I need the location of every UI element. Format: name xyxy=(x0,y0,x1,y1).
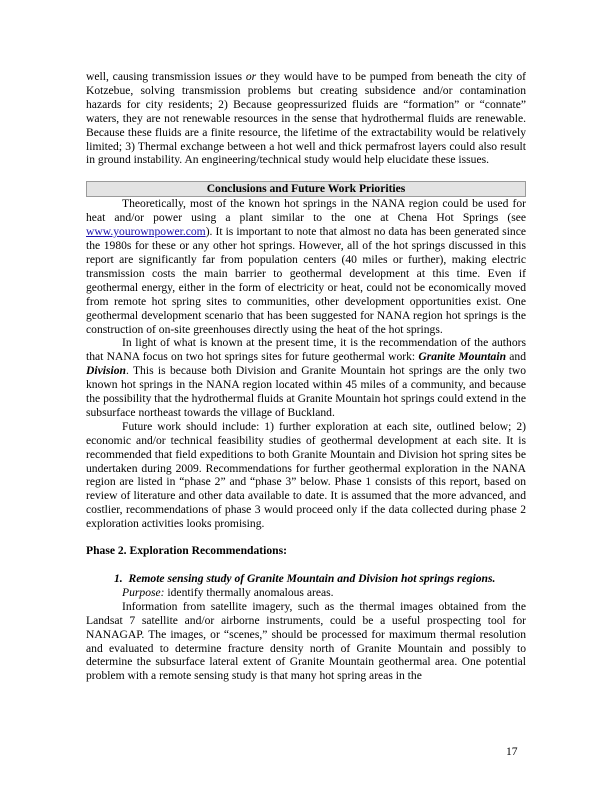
intro-paragraph xyxy=(86,70,526,167)
conclusions-p2-text-3: . This is because both Division and Granite Mountain hot springs are the only two known hot springs in the NANA region located within 45 miles of a community, and because the possibility that the hydrothermal fluids at Granite Mountain hot springs could extend in the subsurface northeast towards the village of Buckland. xyxy=(86,364,526,419)
intro-emphasis: or xyxy=(245,70,257,83)
conclusions-paragraph-3: Future work should include: 1) further exploration at each site, outlined below; 2) economic and/or technical feasibility studies of geothermal development at each site. It is recommended that field expeditions to both Granite Mountain and Division hot spring sites be undertaken during 2009. Recommendations for further geothermal exploration in the NANA region are listed in “phase 2” and “phase 3” below. Phase 1 consists of this report, based on review of literature and other data available to date. It is assumed that the more advanced, and costlier, recommendations of phase 3 would proceed only if the data collected during phase 2 exploration activities looks promising. xyxy=(86,419,526,531)
conclusions-p2-text-1: In light of what is known at the present time, it is the recommendation of the authors that NANA focus on two hot springs sites for future geothermal work: xyxy=(86,336,526,364)
conclusions-p1-text-1: Theoretically, most of the known hot springs in the NANA region could be used for heat and/or power using a plant similar to the one at Chena Hot Springs (see xyxy=(86,197,526,225)
page-number: 17 xyxy=(506,745,518,758)
conclusions-p1-text-2: ). It is important to note that almost no data has been generated since the 1980s for these or any other hot springs. However, all of the hot springs discussed in this report are significantly far from population centers (40 miles or further), making electric transmission costs the main barrier to geothermal development at this time. Even if geothermal energy, either in the form of electricity or heat, could not be economically moved from remote hot spring sites to communities, other development opportunities exist. One geothermal development scenario that has been suggested for NANA region hot springs is the construction of on-site greenhouses directly using the heat of the hot springs. xyxy=(86,225,526,336)
item1-purpose xyxy=(86,586,526,600)
item1-purpose-label: Purpose: xyxy=(122,585,165,599)
conclusions-paragraph-2 xyxy=(86,336,526,419)
item1-title: Remote sensing study of Granite Mountain and Division hot springs regions. xyxy=(128,572,496,585)
conclusions-p2-text-2: and xyxy=(506,350,526,364)
conclusions-paragraph-1 xyxy=(86,197,526,336)
website-link[interactable]: www.yourownpower.com xyxy=(86,225,206,239)
item1-number: 1. xyxy=(114,572,123,585)
intro-text-2: they would have to be pumped from beneath the city of Kotzebue, solving transmission problems but creating subsidence and/or contamination hazards for city residents; 2) Because geopressurized fluids are “formation” or “connate” waters, they are not renewable resources in the sense that hydrothermal fluids are renewable. Because these fluids are a finite resource, the lifetime of the extractability would be relatively limited; 3) Thermal exchange between a hot well and thick permafrost layers could also result in ground instability. An engineering/technical study would help elucidate these issues. xyxy=(86,70,526,167)
granite-mountain-emphasis: Granite Mountain xyxy=(418,350,507,364)
item1-heading xyxy=(86,572,526,586)
intro-text-1: well, causing transmission issues xyxy=(86,70,246,83)
page-body xyxy=(86,70,526,683)
item1-purpose-text: identify thermally anomalous areas. xyxy=(164,585,334,599)
division-emphasis: Division xyxy=(86,364,126,378)
item1-body: Information from satellite imagery, such as the thermal images obtained from the Landsat 7 satellite and/or airborne instruments, could be a useful prospecting tool for NANAGAP. The images, or “scenes,” should be processed for maximum thermal resolution and evaluated to determine fracture density north of Granite Mountain and possibly to determine the subsurface lateral extent of Granite Mountain geothermal area. One potential problem with a remote sensing study is that many hot spring areas in the xyxy=(86,599,526,683)
section-heading: Conclusions and Future Work Priorities xyxy=(86,181,526,197)
phase2-heading: Phase 2. Exploration Recommendations: xyxy=(86,544,287,558)
